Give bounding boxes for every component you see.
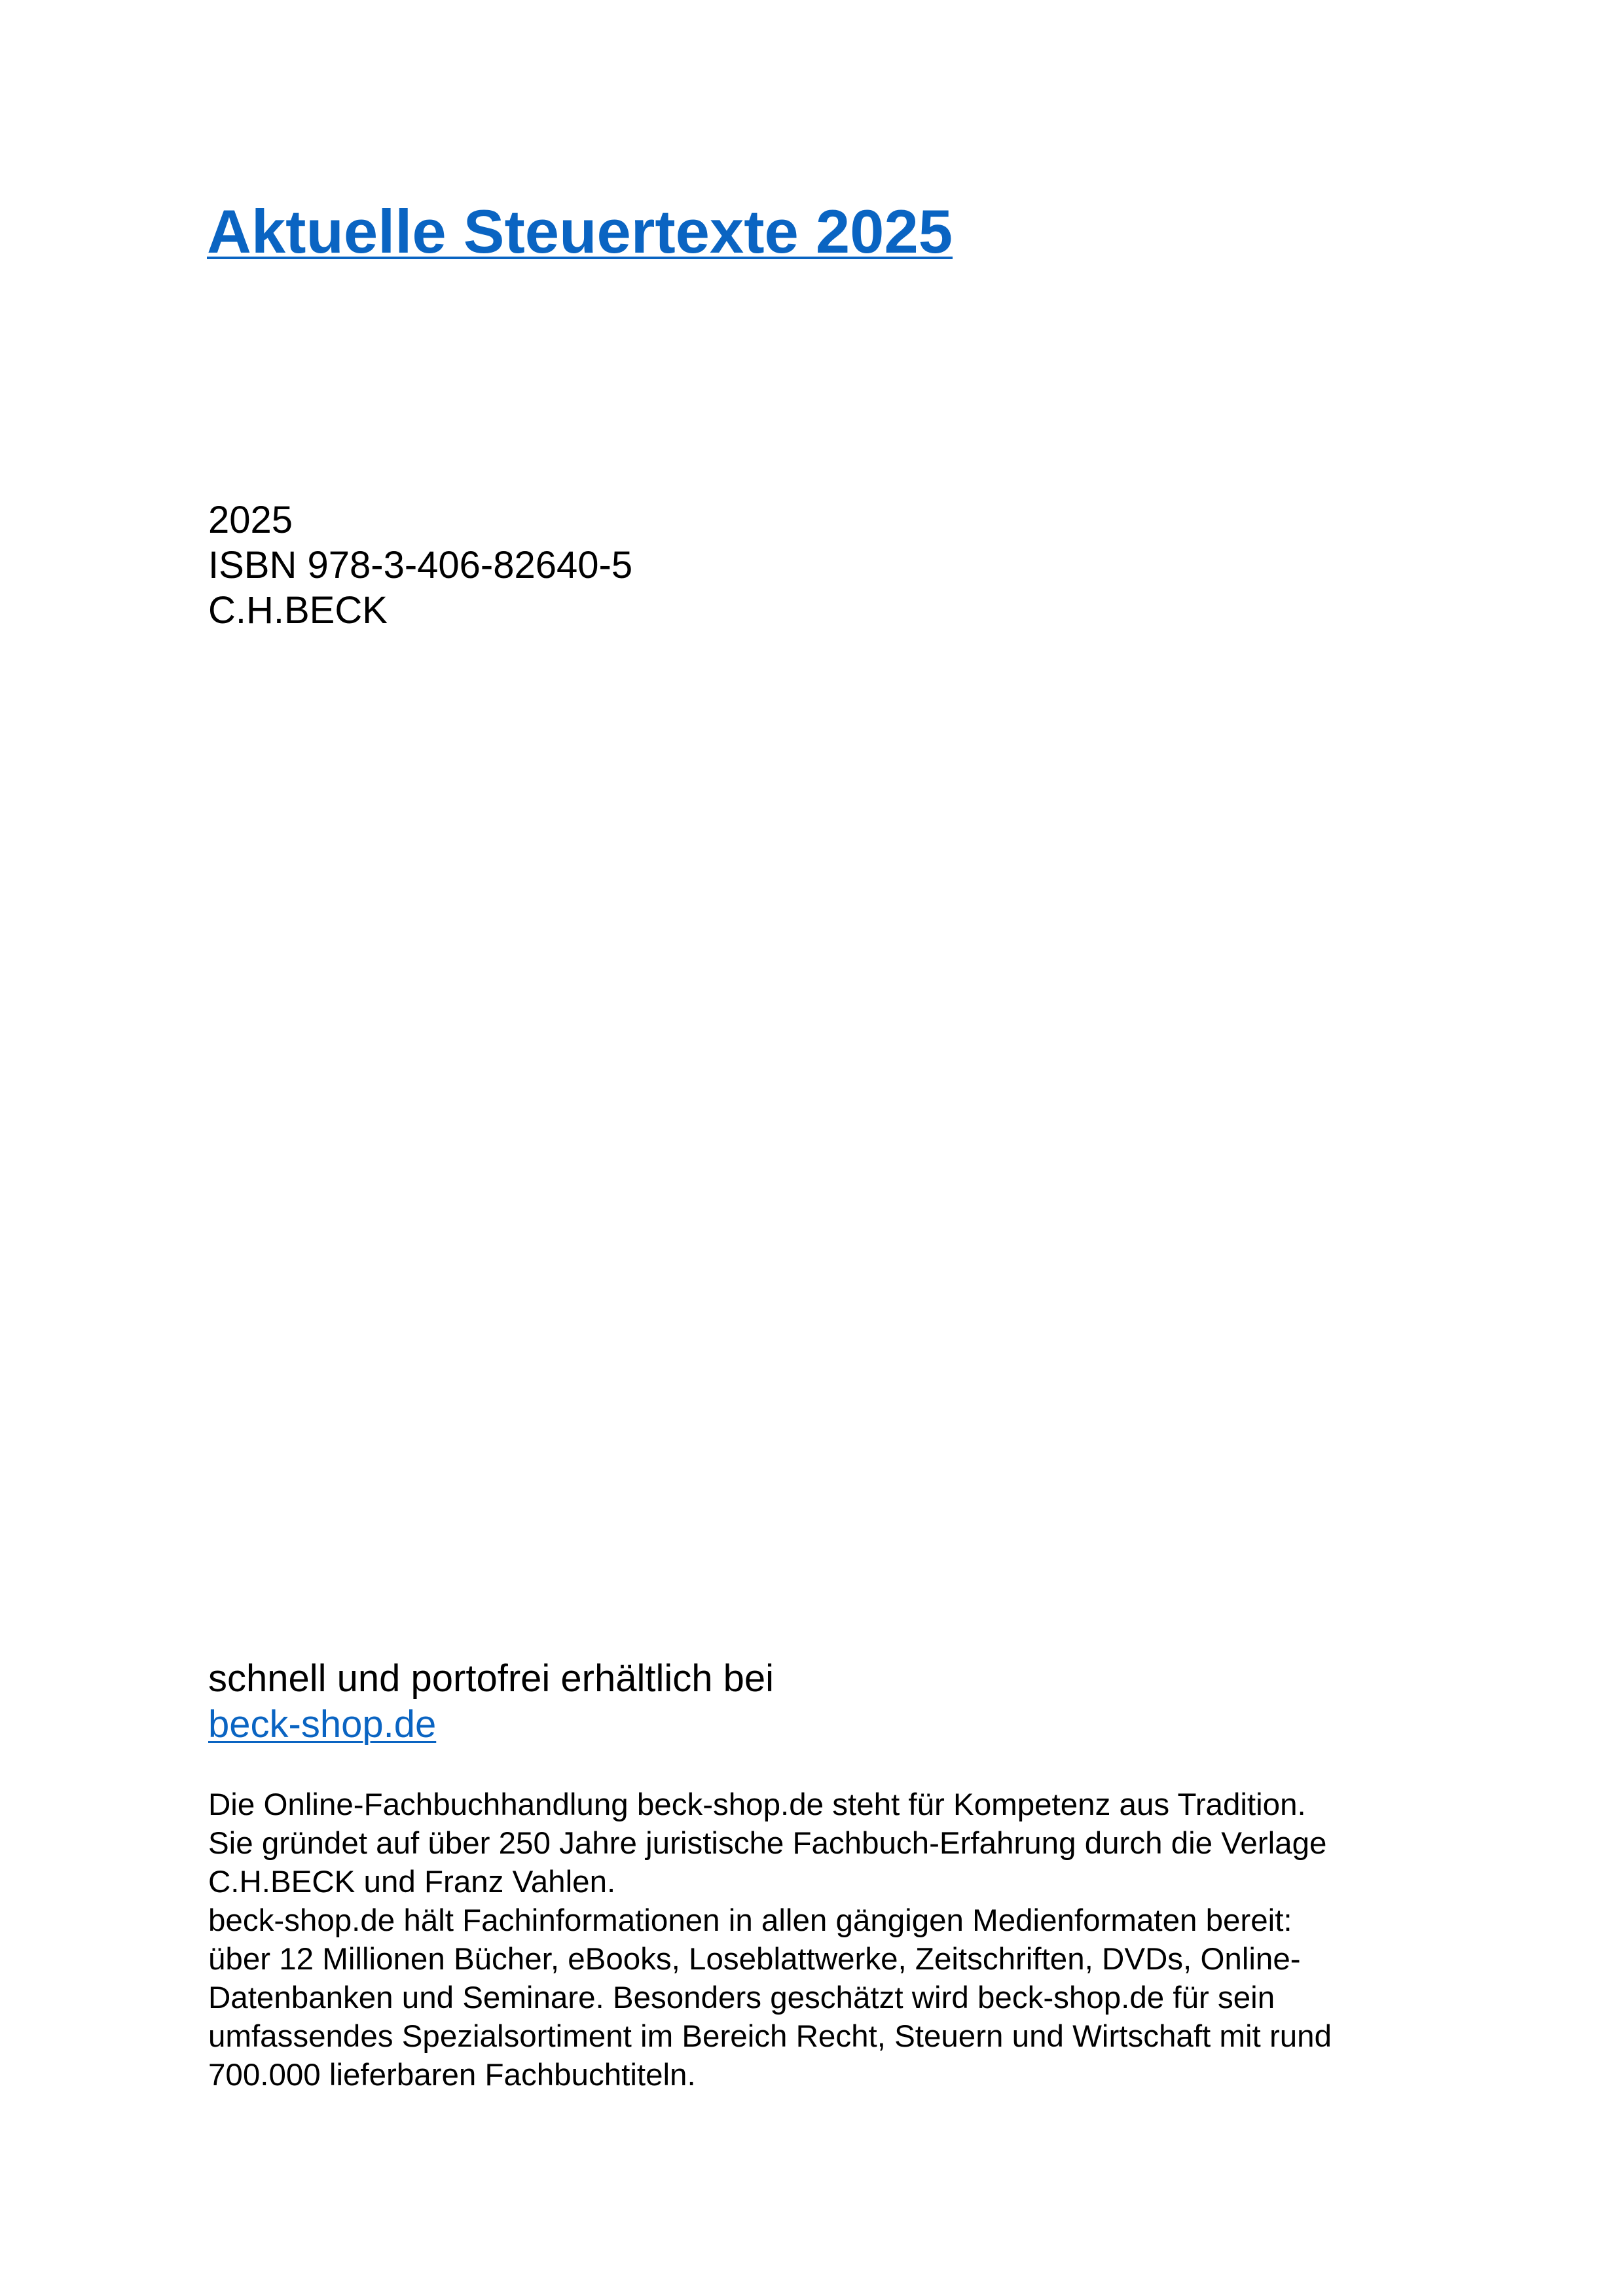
description-line: umfassendes Spezialsortiment im Bereich Recht, Steuern und Wirtschaft mit rund — [208, 2019, 1332, 2054]
shop-link[interactable]: beck-shop.de — [208, 1703, 437, 1746]
publication-year: 2025 — [208, 499, 293, 541]
shop-description — [208, 1785, 1518, 2094]
publisher-name: C.H.BECK — [208, 589, 388, 632]
availability-text: schnell und portofrei erhältlich bei — [208, 1657, 775, 1700]
description-line: C.H.BECK und Franz Vahlen. — [208, 1865, 616, 1899]
description-line: Sie gründet auf über 250 Jahre juristische Fachbuch-Erfahrung durch die Verlage — [208, 1826, 1327, 1861]
availability-block — [208, 1656, 774, 1748]
book-title-link[interactable]: Aktuelle Steuertexte 2025 — [207, 197, 953, 266]
description-line: Datenbanken und Seminare. Besonders geschätzt wird beck-shop.de für sein — [208, 1981, 1275, 2015]
isbn-number: ISBN 978-3-406-82640-5 — [208, 544, 633, 586]
description-line: 700.000 lieferbaren Fachbuchtiteln. — [208, 2058, 696, 2092]
book-metadata — [208, 497, 632, 633]
description-line: Die Online-Fachbuchhandlung beck-shop.de steht für Kompetenz aus Tradition. — [208, 1787, 1306, 1822]
description-line: beck-shop.de hält Fachinformationen in allen gängigen Medienformaten bereit: — [208, 1903, 1292, 1938]
description-line: über 12 Millionen Bücher, eBooks, Loseblattwerke, Zeitschriften, DVDs, Online- — [208, 1942, 1301, 1977]
